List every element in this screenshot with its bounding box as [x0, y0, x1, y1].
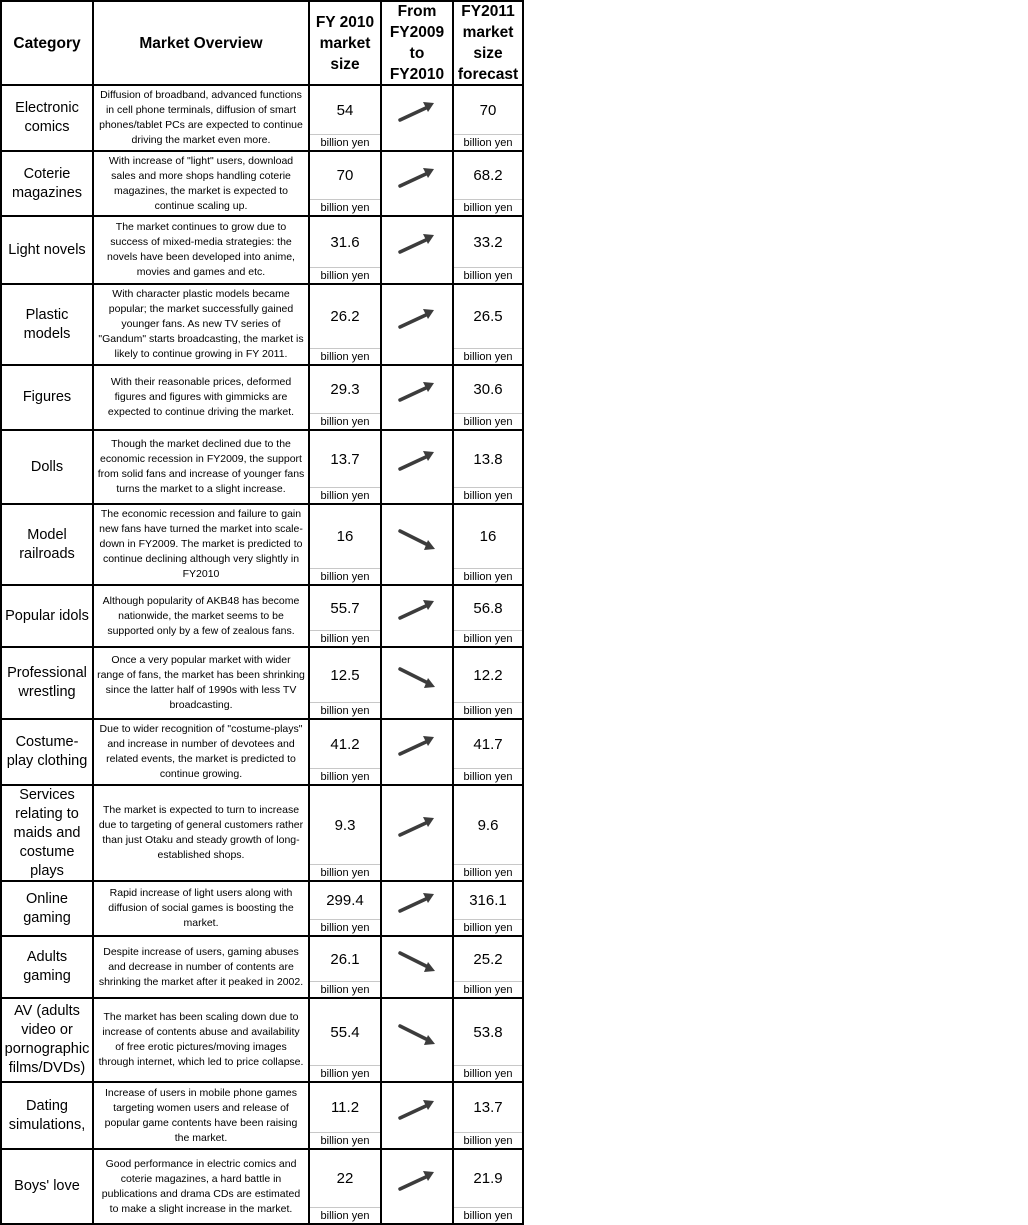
fy2011-value: 53.8: [473, 1023, 503, 1041]
row-divider: [0, 935, 524, 937]
trend-up-arrow-icon: [396, 98, 440, 126]
category-cell: AV (adults video or pornographic films/DVDs): [4, 1003, 90, 1076]
fy2011-unit: billion yen: [454, 413, 522, 429]
row-divider: [0, 646, 524, 648]
fy2011-value: 13.7: [473, 1099, 503, 1116]
fy2010-value: 54: [336, 101, 354, 119]
category-cell: Services relating to maids and costume plays: [13, 786, 81, 879]
trend-down-arrow-icon: [396, 525, 440, 553]
overview-cell: The economic recession and failure to gain new fans have turned the market into scale-down in FY2009. The market is predicted to continue declining although very slightly in FY2010: [99, 508, 303, 580]
overview-cell: The market continues to grow due to success of mixed-media strategies: the novels have been developed into anime, movies and games and etc.: [107, 221, 295, 278]
overview-cell: The market is expected to turn to increase due to targeting of general customers rather than just Otaku and steady growth of long-established shops.: [98, 804, 304, 861]
fy2011-value: 13.8: [473, 450, 503, 468]
fy2010-value: 41.2: [330, 735, 360, 753]
trend-up-arrow-icon: [396, 447, 440, 475]
overview-cell: With their reasonable prices, deformed figures and figures with gimmicks are expected to continue driving the market.: [107, 376, 295, 418]
category-cell: Figures: [22, 389, 72, 405]
trend-up-arrow-icon: [396, 813, 440, 841]
category-cell: Light novels: [8, 241, 86, 258]
overview-cell: The market has been scaling down due to increase of contents abuse and availability of free erotic pictures/moving images through internet, which led to price collapse.: [98, 1011, 304, 1068]
column-divider: [92, 0, 94, 1225]
fy2010-unit: billion yen: [310, 702, 380, 718]
fy2010-unit: billion yen: [310, 267, 380, 283]
trend-down-arrow-icon: [396, 947, 440, 975]
row-divider: [0, 215, 524, 217]
fy2010-value: 11.2: [330, 1099, 360, 1116]
header-category: Category: [13, 34, 81, 52]
fy2011-value: 25.2: [473, 950, 503, 968]
category-cell: Professional wrestling: [7, 665, 87, 700]
fy2011-value: 33.2: [473, 233, 503, 251]
fy2011-value: 12.2: [473, 666, 503, 684]
overview-cell: Due to wider recognition of "costume-plays" and increase in number of devotees and related events, the market is predicted to continue growing.: [99, 723, 303, 780]
fy2010-unit: billion yen: [310, 1065, 380, 1081]
fy2010-value: 26.1: [330, 950, 360, 968]
category-cell: Online gaming: [23, 890, 71, 926]
fy2011-unit: billion yen: [454, 199, 522, 215]
overview-cell: Despite increase of users, gaming abuses and decrease in number of contents are shrinking the market after it peaked in 2002.: [98, 945, 304, 988]
fy2010-value: 299.4: [326, 892, 364, 909]
fy2010-value: 16: [336, 528, 354, 545]
category-cell: Electronic comics: [15, 100, 79, 135]
overview-cell: Good performance in electric comics and coterie magazines, a hard battle in publications and drama CDs are estimated to make a slight increase in the market.: [101, 1157, 301, 1215]
trend-up-arrow-icon: [396, 230, 440, 258]
category-cell: Plastic models: [23, 306, 71, 342]
fy2011-unit: billion yen: [454, 1207, 522, 1223]
column-divider: [0, 0, 2, 1225]
fy2011-unit: billion yen: [454, 348, 522, 364]
fy2010-unit: billion yen: [310, 568, 380, 584]
category-cell: Popular idols: [5, 607, 89, 624]
row-divider: [0, 429, 524, 431]
fy2010-unit: billion yen: [310, 630, 380, 646]
overview-cell: Once a very popular market with wider range of fans, the market has been shrinking since the latter half of 1990s with less TV broadcasting.: [97, 654, 305, 711]
trend-up-arrow-icon: [396, 732, 440, 760]
header-trend: From FY2009 to FY2010: [389, 3, 445, 83]
fy2011-value: 26.5: [473, 308, 503, 325]
fy2011-unit: billion yen: [454, 919, 522, 935]
row-divider: [0, 1081, 524, 1083]
fy2010-unit: billion yen: [310, 1207, 380, 1223]
row-divider: [0, 584, 524, 586]
trend-up-arrow-icon: [396, 378, 440, 406]
fy2011-unit: billion yen: [454, 1132, 522, 1148]
trend-up-arrow-icon: [396, 1167, 440, 1195]
overview-cell: Diffusion of broadband, advanced functions in cell phone terminals, diffusion of smart phones/tablet PCs are expected to continue driving the market even more.: [99, 89, 303, 146]
fy2011-unit: billion yen: [454, 134, 522, 150]
category-cell: Adults gaming: [23, 949, 71, 984]
overview-cell: Rapid increase of light users along with diffusion of social games is boosting the market.: [108, 887, 294, 929]
row-divider: [0, 0, 524, 2]
fy2011-value: 30.6: [473, 381, 503, 398]
row-divider: [0, 150, 524, 152]
overview-cell: Though the market declined due to the economic recession in FY2009, the support from solid fans and increase of younger fans turns the market to a slight increase.: [97, 438, 305, 495]
fy2010-value: 12.5: [330, 666, 360, 684]
fy2011-unit: billion yen: [454, 568, 522, 584]
trend-up-arrow-icon: [396, 305, 440, 333]
trend-up-arrow-icon: [396, 596, 440, 624]
fy2010-unit: billion yen: [310, 1132, 380, 1148]
fy2011-unit: billion yen: [454, 864, 522, 880]
fy2011-unit: billion yen: [454, 981, 522, 997]
overview-cell: With increase of "light" users, download sales and more shops handling coterie magazines, the market is expected to continue scaling up.: [108, 154, 294, 212]
trend-up-arrow-icon: [396, 164, 440, 192]
row-divider: [0, 503, 524, 505]
row-divider: [0, 364, 524, 366]
fy2010-unit: billion yen: [310, 348, 380, 364]
fy2010-unit: billion yen: [310, 981, 380, 997]
fy2010-unit: billion yen: [310, 413, 380, 429]
category-cell: Dolls: [30, 458, 64, 475]
fy2011-value: 9.6: [477, 816, 499, 834]
fy2010-unit: billion yen: [310, 199, 380, 215]
row-divider: [0, 784, 524, 786]
trend-up-arrow-icon: [396, 889, 440, 917]
column-divider: [452, 0, 454, 1225]
fy2010-value: 55.7: [330, 599, 360, 617]
header-fy2010-size: FY 2010 market size: [315, 13, 375, 73]
fy2010-unit: billion yen: [310, 919, 380, 935]
fy2011-value: 316.1: [469, 892, 507, 909]
fy2010-unit: billion yen: [310, 768, 380, 784]
fy2011-unit: billion yen: [454, 630, 522, 646]
fy2011-unit: billion yen: [454, 487, 522, 503]
header-market-overview: Market Overview: [139, 34, 263, 52]
fy2011-value: 41.7: [473, 735, 503, 753]
fy2010-unit: billion yen: [310, 487, 380, 503]
fy2010-value: 22: [336, 1170, 354, 1187]
fy2010-unit: billion yen: [310, 134, 380, 150]
fy2011-value: 70: [479, 101, 497, 119]
category-cell: Coterie magazines: [11, 165, 83, 201]
fy2010-value: 31.6: [330, 233, 360, 251]
category-cell: Boys' love: [14, 1178, 80, 1194]
fy2010-unit: billion yen: [310, 864, 380, 880]
row-divider: [0, 1148, 524, 1150]
fy2011-value: 21.9: [473, 1170, 503, 1187]
fy2010-value: 26.2: [330, 308, 360, 325]
fy2010-value: 29.3: [330, 381, 360, 398]
trend-up-arrow-icon: [396, 1096, 440, 1124]
overview-cell: Although popularity of AKB48 has become nationwide, the market seems to be supported only by a few of zealous fans.: [102, 594, 300, 637]
column-divider: [380, 0, 382, 1225]
fy2010-value: 55.4: [330, 1023, 360, 1041]
row-divider: [0, 84, 524, 86]
fy2010-value: 9.3: [334, 816, 356, 834]
fy2010-value: 70: [336, 167, 354, 184]
fy2011-unit: billion yen: [454, 1065, 522, 1081]
row-divider: [0, 997, 524, 999]
row-divider: [0, 880, 524, 882]
row-divider: [0, 283, 524, 285]
column-divider: [308, 0, 310, 1225]
category-cell: Model railroads: [19, 526, 75, 562]
fy2010-value: 13.7: [330, 450, 360, 468]
fy2011-unit: billion yen: [454, 267, 522, 283]
row-divider: [0, 718, 524, 720]
column-divider: [522, 0, 524, 1225]
trend-down-arrow-icon: [396, 663, 440, 691]
overview-cell: With character plastic models became popular; the market successfully gained younger fans. As new TV series of "Gandum" starts broadcasting, the market is likely to continue growing in FY 2011.: [98, 288, 304, 360]
category-cell: Costume-play clothing: [6, 734, 88, 769]
fy2011-unit: billion yen: [454, 702, 522, 718]
fy2011-unit: billion yen: [454, 768, 522, 784]
overview-cell: Increase of users in mobile phone games targeting women users and release of popular game contents have been raising the market.: [104, 1086, 298, 1144]
fy2011-value: 56.8: [473, 599, 503, 617]
trend-down-arrow-icon: [396, 1020, 440, 1048]
fy2011-value: 68.2: [473, 167, 503, 184]
fy2011-value: 16: [479, 528, 497, 545]
category-cell: Dating simulations,: [8, 1097, 86, 1133]
header-fy2011-forecast: FY2011 market size forecast: [457, 3, 519, 83]
